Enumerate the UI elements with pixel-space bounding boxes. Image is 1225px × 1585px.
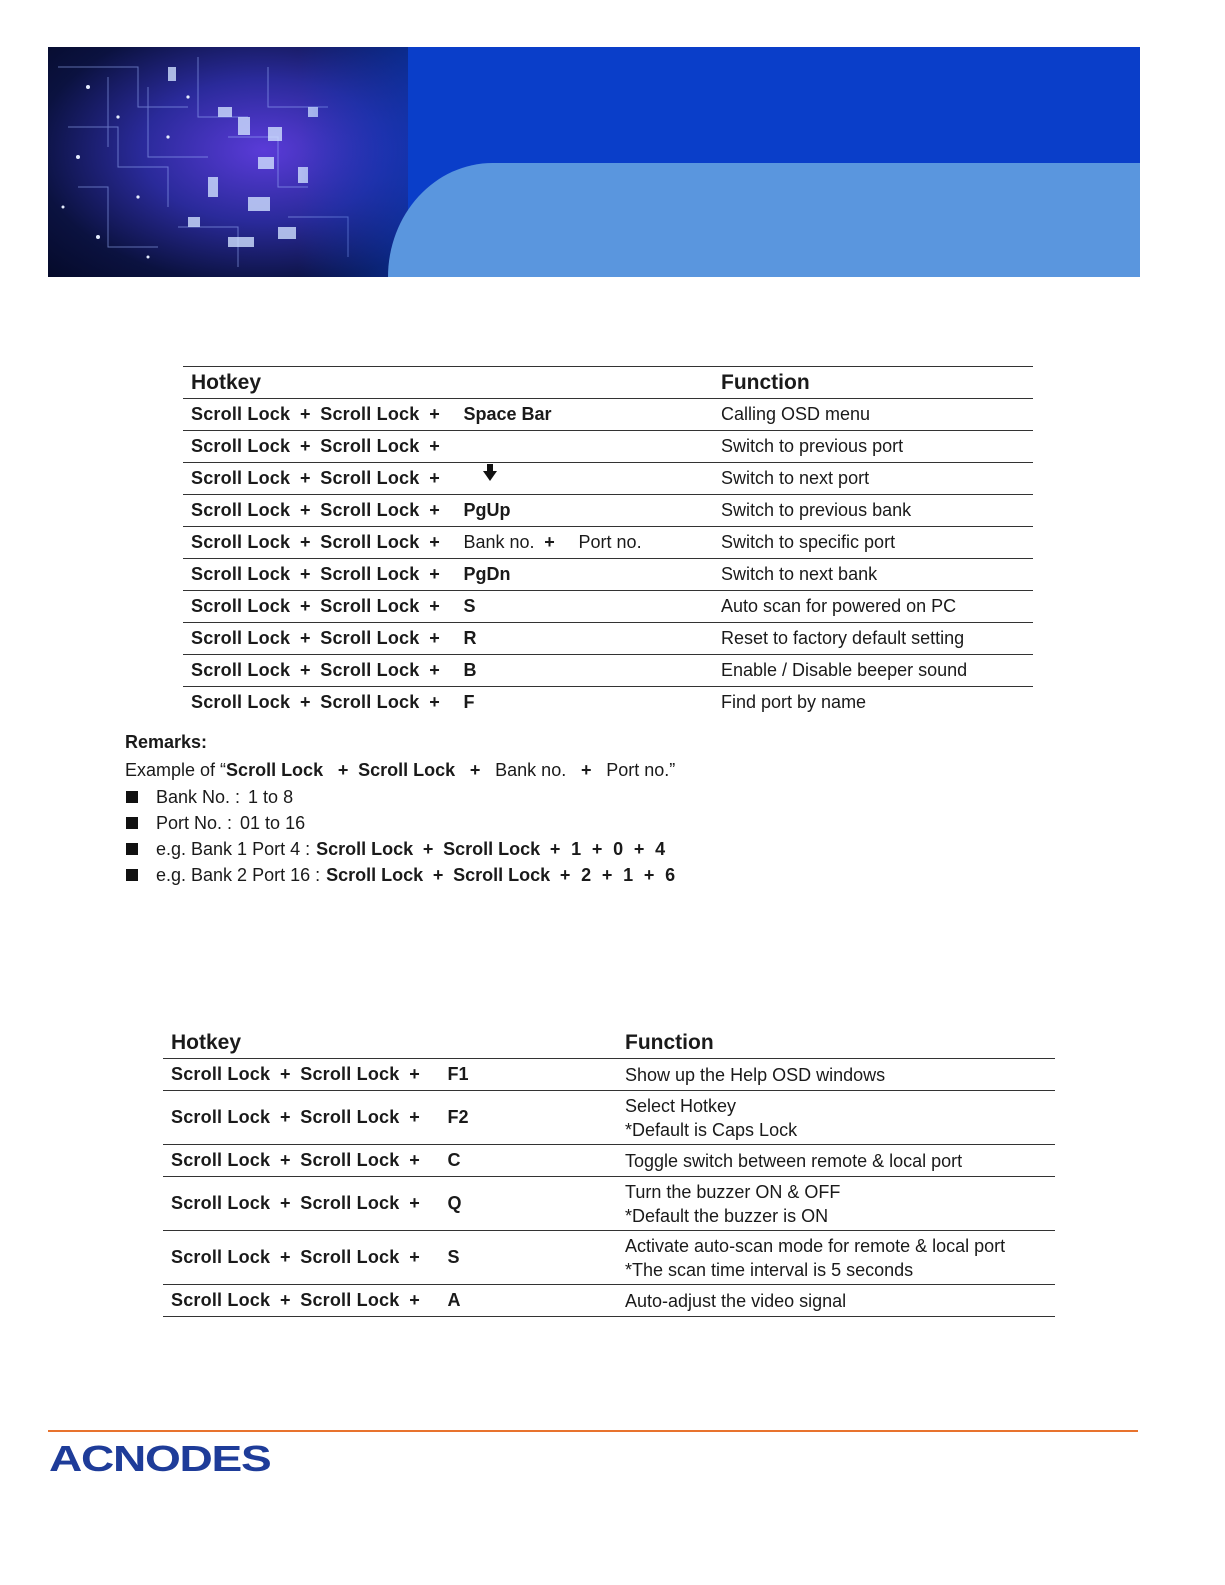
hotkey-cell xyxy=(183,495,711,527)
bullet-square-icon xyxy=(126,843,138,855)
example-key: 2 xyxy=(581,865,592,885)
hotkey-cell xyxy=(163,1177,616,1231)
function-cell: Switch to previous port xyxy=(721,436,904,456)
column-header-hotkey: Hotkey xyxy=(171,1030,242,1054)
function-line: *The scan time interval is 5 seconds xyxy=(625,1259,914,1280)
example-key: Scroll Lock xyxy=(443,839,541,859)
plus-sign: + xyxy=(429,692,440,712)
scroll-lock-key: Scroll Lock xyxy=(191,660,291,680)
hotkey-arg: Bank no. xyxy=(463,532,535,552)
plus-sign: + xyxy=(643,865,655,885)
function-line: Select Hotkey xyxy=(625,1095,737,1116)
scroll-lock-key: Scroll Lock xyxy=(300,1107,400,1127)
plus-sign: + xyxy=(279,1290,291,1310)
plus-sign: + xyxy=(429,436,440,456)
table-row xyxy=(163,1231,1055,1285)
example-port: Port no.” xyxy=(606,760,676,780)
table-row xyxy=(183,431,1033,463)
plus-sign: + xyxy=(432,865,444,885)
function-line: *Default is Caps Lock xyxy=(625,1119,798,1140)
hotkey-arg: B xyxy=(463,660,477,680)
plus-sign: + xyxy=(549,839,561,859)
scroll-lock-key: Scroll Lock xyxy=(191,692,291,712)
plus-sign: + xyxy=(409,1107,420,1127)
example-prefix: Example of “ xyxy=(125,760,227,780)
plus-sign: + xyxy=(429,628,440,648)
plus-sign: + xyxy=(429,532,440,552)
scroll-lock-key: Scroll Lock xyxy=(171,1193,271,1213)
example-key: Scroll Lock xyxy=(226,760,324,780)
hotkey-cell xyxy=(183,591,711,623)
scroll-lock-key: Scroll Lock xyxy=(171,1064,271,1084)
plus-sign: + xyxy=(469,760,481,780)
function-line: Turn the buzzer ON & OFF xyxy=(625,1181,841,1202)
remarks-list xyxy=(125,784,676,888)
hotkey-cell xyxy=(163,1091,616,1145)
scroll-lock-key: Scroll Lock xyxy=(191,564,291,584)
plus-sign: + xyxy=(337,760,349,780)
plus-sign: + xyxy=(279,1247,291,1267)
function-line: Auto-adjust the video signal xyxy=(625,1290,847,1311)
plus-sign: + xyxy=(429,404,440,424)
banner-curve-panel xyxy=(388,163,1140,277)
plus-sign: + xyxy=(422,839,434,859)
scroll-lock-key: Scroll Lock xyxy=(320,532,420,552)
list-item xyxy=(125,784,676,810)
hotkey-cell xyxy=(183,463,711,495)
plus-sign: + xyxy=(544,532,555,552)
plus-sign: + xyxy=(279,1193,291,1213)
example-bank: Bank no. xyxy=(495,760,567,780)
example-key: Scroll Lock xyxy=(453,865,551,885)
hotkey-arg-extra: Port no. xyxy=(578,532,642,552)
scroll-lock-key: Scroll Lock xyxy=(191,628,291,648)
plus-sign: + xyxy=(299,596,311,616)
plus-sign: + xyxy=(409,1064,420,1084)
bullet-square-icon xyxy=(126,817,138,829)
table-row xyxy=(163,1059,1055,1091)
scroll-lock-key: Scroll Lock xyxy=(191,596,291,616)
scroll-lock-key: Scroll Lock xyxy=(320,468,420,488)
plus-sign: + xyxy=(299,692,311,712)
scroll-lock-key: Scroll Lock xyxy=(300,1150,400,1170)
hotkey-cell xyxy=(163,1231,616,1285)
scroll-lock-key: Scroll Lock xyxy=(320,596,420,616)
hotkey-arg: S xyxy=(447,1247,460,1267)
bullet-label: e.g. Bank 2 Port 16 : xyxy=(156,865,321,885)
hotkey-cell xyxy=(183,431,711,463)
function-cell xyxy=(616,1145,1055,1177)
hotkey-arg: F1 xyxy=(447,1064,469,1084)
hotkey-cell xyxy=(163,1285,616,1317)
function-line: Toggle switch between remote & local port xyxy=(625,1150,963,1171)
hotkey-cell xyxy=(183,687,711,719)
table-row xyxy=(183,591,1033,623)
table-row xyxy=(163,1145,1055,1177)
plus-sign: + xyxy=(299,404,311,424)
footer-rule xyxy=(48,1430,1138,1432)
hotkey-table-primary xyxy=(183,366,1033,718)
hotkey-cell xyxy=(183,655,711,687)
hotkey-arg: Space Bar xyxy=(463,404,552,424)
plus-sign: + xyxy=(409,1193,420,1213)
plus-sign: + xyxy=(299,436,311,456)
plus-sign: + xyxy=(409,1150,420,1170)
acnodes-logo xyxy=(49,1438,270,1480)
table-row xyxy=(183,463,1033,495)
plus-sign: + xyxy=(299,660,311,680)
plus-sign: + xyxy=(580,760,592,780)
plus-sign: + xyxy=(299,532,311,552)
function-cell: Find port by name xyxy=(721,692,867,712)
table-row xyxy=(183,687,1033,719)
function-cell: Switch to next bank xyxy=(721,564,878,584)
scroll-lock-key: Scroll Lock xyxy=(320,692,420,712)
function-cell: Reset to factory default setting xyxy=(721,628,965,648)
arrow-down-icon xyxy=(483,471,497,481)
plus-sign: + xyxy=(559,865,571,885)
remarks-title: Remarks: xyxy=(125,732,208,752)
function-cell xyxy=(616,1231,1055,1285)
hotkey-cell xyxy=(163,1145,616,1177)
plus-sign: + xyxy=(591,839,603,859)
plus-sign: + xyxy=(429,468,440,488)
scroll-lock-key: Scroll Lock xyxy=(171,1107,271,1127)
hotkey-arg: F2 xyxy=(447,1107,469,1127)
scroll-lock-key: Scroll Lock xyxy=(300,1193,400,1213)
scroll-lock-key: Scroll Lock xyxy=(320,660,420,680)
plus-sign: + xyxy=(429,500,440,520)
scroll-lock-key: Scroll Lock xyxy=(320,436,420,456)
bullet-label: Bank No. : xyxy=(156,787,241,807)
plus-sign: + xyxy=(279,1150,291,1170)
remarks-example xyxy=(125,756,676,784)
hotkey-arg: C xyxy=(447,1150,461,1170)
example-key: 1 xyxy=(623,865,634,885)
function-line: Show up the Help OSD windows xyxy=(625,1064,886,1085)
table-header-row xyxy=(163,1027,1055,1059)
hotkey-cell xyxy=(183,559,711,591)
hotkey-arg: PgDn xyxy=(463,564,511,584)
plus-sign: + xyxy=(429,596,440,616)
function-cell xyxy=(616,1285,1055,1317)
function-cell xyxy=(616,1177,1055,1231)
function-cell: Switch to specific port xyxy=(721,532,896,552)
table-row xyxy=(183,559,1033,591)
scroll-lock-key: Scroll Lock xyxy=(300,1247,400,1267)
scroll-lock-key: Scroll Lock xyxy=(191,404,291,424)
scroll-lock-key: Scroll Lock xyxy=(191,500,291,520)
example-key: 6 xyxy=(665,865,676,885)
scroll-lock-key: Scroll Lock xyxy=(320,628,420,648)
scroll-lock-key: Scroll Lock xyxy=(171,1150,271,1170)
plus-sign: + xyxy=(299,564,311,584)
hotkey-table-secondary xyxy=(163,1027,1055,1317)
bullet-square-icon xyxy=(126,869,138,881)
table-row xyxy=(183,399,1033,431)
scroll-lock-key: Scroll Lock xyxy=(320,564,420,584)
hotkey-cell xyxy=(163,1059,616,1091)
table-row xyxy=(183,623,1033,655)
function-line: Activate auto-scan mode for remote & local port xyxy=(625,1235,1006,1256)
plus-sign: + xyxy=(601,865,613,885)
scroll-lock-key: Scroll Lock xyxy=(300,1290,400,1310)
function-cell: Calling OSD menu xyxy=(721,404,871,424)
example-key: Scroll Lock xyxy=(358,760,456,780)
column-header-function: Function xyxy=(625,1030,714,1054)
list-item xyxy=(125,836,676,862)
column-header-function: Function xyxy=(721,370,810,394)
plus-sign: + xyxy=(279,1064,291,1084)
function-cell: Switch to next port xyxy=(721,468,870,488)
plus-sign: + xyxy=(299,628,311,648)
hotkey-arg: S xyxy=(463,596,476,616)
header-banner xyxy=(48,47,1140,277)
plus-sign: + xyxy=(299,468,311,488)
logo-text: ACNODES xyxy=(49,1438,271,1479)
function-cell: Enable / Disable beeper sound xyxy=(721,660,968,680)
remarks-section xyxy=(125,728,676,888)
scroll-lock-key: Scroll Lock xyxy=(191,436,291,456)
scroll-lock-key: Scroll Lock xyxy=(191,468,291,488)
plus-sign: + xyxy=(279,1107,291,1127)
hotkey-cell xyxy=(183,623,711,655)
table-row xyxy=(163,1091,1055,1145)
scroll-lock-key: Scroll Lock xyxy=(300,1064,400,1084)
example-key: Scroll Lock xyxy=(326,865,424,885)
hotkey-arg: Q xyxy=(447,1193,462,1213)
hotkey-arg: A xyxy=(447,1290,461,1310)
hotkey-cell xyxy=(183,527,711,559)
hotkey-cell xyxy=(183,399,711,431)
plus-sign: + xyxy=(429,660,440,680)
example-key: 1 xyxy=(571,839,582,859)
scroll-lock-key: Scroll Lock xyxy=(171,1247,271,1267)
example-key: 4 xyxy=(655,839,666,859)
plus-sign: + xyxy=(409,1290,420,1310)
function-cell xyxy=(616,1091,1055,1145)
table-row xyxy=(183,495,1033,527)
table-row xyxy=(183,655,1033,687)
scroll-lock-key: Scroll Lock xyxy=(320,404,420,424)
table-row xyxy=(183,527,1033,559)
table-header-row xyxy=(183,367,1033,399)
list-item xyxy=(125,862,676,888)
hotkey-arg: R xyxy=(463,628,477,648)
bullet-label: e.g. Bank 1 Port 4 : xyxy=(156,839,311,859)
example-key: 0 xyxy=(613,839,624,859)
bullet-value: 1 to 8 xyxy=(248,787,294,807)
hotkey-arg: PgUp xyxy=(463,500,511,520)
scroll-lock-key: Scroll Lock xyxy=(320,500,420,520)
scroll-lock-key: Scroll Lock xyxy=(171,1290,271,1310)
function-cell xyxy=(616,1059,1055,1091)
scroll-lock-key: Scroll Lock xyxy=(191,532,291,552)
table-row xyxy=(163,1285,1055,1317)
function-line: *Default the buzzer is ON xyxy=(625,1205,829,1226)
plus-sign: + xyxy=(633,839,645,859)
bullet-square-icon xyxy=(126,791,138,803)
bullet-label: Port No. : xyxy=(156,813,233,833)
table-row xyxy=(163,1177,1055,1231)
column-header-hotkey: Hotkey xyxy=(191,370,262,394)
example-key: Scroll Lock xyxy=(316,839,414,859)
plus-sign: + xyxy=(299,500,311,520)
list-item xyxy=(125,810,676,836)
plus-sign: + xyxy=(409,1247,420,1267)
plus-sign: + xyxy=(429,564,440,584)
bullet-value: 01 to 16 xyxy=(240,813,306,833)
hotkey-arg: F xyxy=(463,692,475,712)
function-cell: Switch to previous bank xyxy=(721,500,912,520)
function-cell: Auto scan for powered on PC xyxy=(721,596,957,616)
